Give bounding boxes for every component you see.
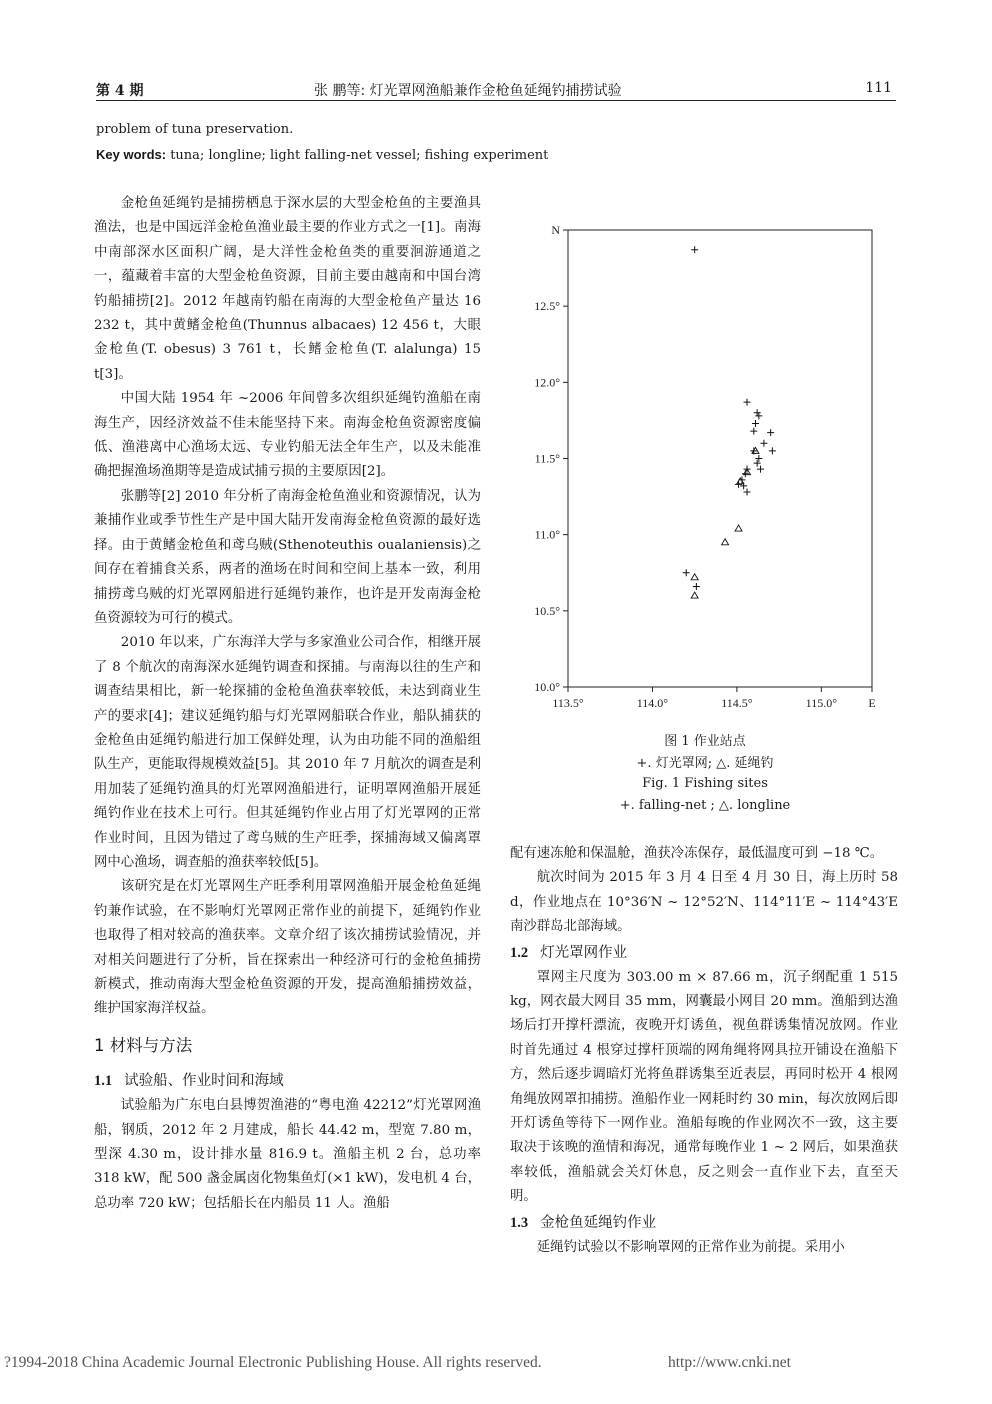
left-column [94,192,481,1216]
longline-site-marker [735,525,742,531]
falling-net-site-marker [752,420,759,427]
falling-net-site-marker [691,246,698,253]
falling-net-site-marker [744,489,751,496]
subsection-heading [510,940,898,966]
falling-net-site-marker [757,466,764,473]
figure-legend-cn: +. 灯光罩网; △. 延绳钓 [636,756,774,771]
longline-site-marker [691,574,698,580]
body-paragraph: 2010 年以来，广东海洋大学与多家渔业公司合作，相继开展了 8 个航次的南海深水延绳钓调查和探捕。与南海以往的生产和调查结果相比，新一轮探捕的金枪鱼渔获率较低，未达到商业生产的要求[4]；建议延绳钓船与灯光罩网船联合作业，船队捕获的金枪鱼由延绳钓船进行加工保鲜处理，认为由功能不同的渔船组队生产，更能取得规模效益[5]。其 2010 年 7 月航次的调查是利用加装了延绳钓渔具的灯光罩网渔船进行，证明罩网渔船开展延绳钓作业在技术上可行。但其延绳钓作业占用了灯光罩网的正常作业时间，且因为错过了鸢乌贼的生产旺季，探捕海域又偏离罩网中心渔场，调查船的渔获率较低[5]。 [94,635,481,870]
subsection-number: 1.2 [510,944,529,961]
falling-net-site-marker [683,569,690,576]
right-column [510,842,898,1260]
y-tick-label: 11.5° [534,451,560,466]
y-tick-label: 12.0° [534,375,560,390]
copyright-notice: ?1994-2018 China Academic Journal Electronic Publishing House. All rights reserved. [4,1354,542,1371]
keywords [96,147,548,163]
running-title: 张 鹏等: 灯光罩网渔船兼作金枪鱼延绳钓捕捞试验 [314,83,622,99]
subsection-title: 金枪鱼延绳钓作业 [540,1214,657,1231]
falling-net-site-marker [693,583,700,590]
longline-site-marker [691,592,698,598]
subsection-title: 试验船、作业时间和海域 [124,1073,284,1090]
y-tick-label: 12.5° [534,299,560,314]
keywords-label: Key words: [96,147,167,162]
figure-caption-en: Fig. 1 Fishing sites [642,776,768,791]
body-paragraph: 配有速冻舱和保温舱，渔获冷冻保存，最低温度可到 −18 ℃。 [510,846,884,861]
falling-net-site-marker [755,412,762,419]
x-tick-label: 114.5° [721,696,753,710]
running-header [96,78,896,101]
falling-net-site-marker [767,429,774,436]
abstract-tail: problem of tuna preservation. [96,122,294,137]
body-paragraph: 该研究是在灯光罩网生产旺季利用罩网渔船开展金枪鱼延绳钓兼作试验，在不影响灯光罩网正常作业的前提下，延绳钓作业也取得了相对较高的渔获率。文章介绍了该次捕捞试验情况，并对相关问题进行了分析，旨在探索出一种经济可行的金枪鱼捕捞新模式，推动南海大型金枪鱼资源的开发，提高渔船捕捞效益，维护国家海洋权益。 [94,879,481,1017]
body-paragraph: 试验船为广东电白县博贺渔港的“粤电渔 42212”灯光罩网渔船，钢质，2012 年 2 月建成，船长 44.42 m，型宽 7.80 m，型深 4.30 m，设计排水量 816.9 t。渔船主机 2 台，总功率 318 kW，配 500 盏金属卤化物集鱼灯(×1 kW)，发电机 4 台，总功率 720 kW；包括船长在内船员 11 人。渔船 [94,1098,481,1211]
y-tick-label: 10.0° [534,680,560,694]
issue-number: 第 4 期 [96,83,144,99]
figure-caption-cn: 图 1 作业站点 [664,734,746,749]
x-tick-label: 113.5° [552,696,584,710]
page-number: 111 [865,80,892,96]
plot-frame [568,230,872,687]
fishing-sites-figure [510,215,900,735]
section-heading: 1 材料与方法 [94,1035,193,1055]
subsection-number: 1.1 [94,1073,113,1090]
body-paragraph: 航次时间为 2015 年 3 月 4 日至 4 月 30 日，海上历时 58 d，作业地点在 10°36′N ~ 12°52′N、114°11′E ~ 114°43′E 南沙群岛北部海域。 [510,870,898,935]
subsection-heading [94,1068,481,1094]
figure-legend-en: +. falling-net ; △. longline [619,798,791,813]
x-tick-label: 115.0° [805,696,838,710]
x-tick-label: 114.0° [636,696,669,710]
body-paragraph: 罩网主尺度为 303.00 m × 87.66 m，沉子纲配重 1 515 kg，网衣最大网目 35 mm，网囊最小网目 20 mm。渔船到达渔场后打开撑杆漂流，夜晚开灯诱鱼，视鱼群诱集情况放网。作业时首先通过 4 根穿过撑杆顶端的网角绳将网具拉开铺设在渔船下方，然后逐步调暗灯光将鱼群诱集至近表层，再同时松开 4 根网角绳放网罩扣捕捞。渔船作业一网耗时约 30 min，每次放网后即开灯诱鱼等待下一网作业。渔船每晚的作业网次不一致，这主要取决于该晚的渔情和海况，通常每晚作业 1 ~ 2 网后，如果渔获率较低，渔船就会关灯休息，反之则会一直作业下去，直至天明。 [510,969,898,1205]
y-tick-label: 11.0° [534,527,560,542]
falling-net-site-marker [769,447,776,454]
subsection-title: 灯光罩网作业 [540,944,628,961]
falling-net-site-marker [754,460,761,467]
falling-net-site-marker [744,399,751,406]
subsection-heading [510,1210,898,1236]
body-paragraph: 延绳钓试验以不影响罩网的正常作业为前提。采用小 [536,1239,845,1255]
x-axis-end-label: E [868,696,876,710]
body-paragraph: 中国大陆 1954 年 ~2006 年间曾多次组织延绳钓渔船在南海生产，因经济效益不佳未能坚持下来。南海金枪鱼资源密度偏低、渔港离中心渔场太远、专业钓船无法全年生产，以及未能准确把握渔场渔期等是造成试捕亏损的主要原因[2]。 [94,391,481,480]
subsection-number: 1.3 [510,1214,529,1231]
longline-site-marker [737,478,744,484]
body-paragraph: 张鹏等[2] 2010 年分析了南海金枪鱼渔业和资源情况，认为兼捕作业或季节性生产是中国大陆开发南海金枪鱼资源的最好选择。由于黄鳍金枪鱼和鸢乌贼(Sthenoteuthis oualaniensis)之间存在着捕食关系，两者的渔场在时间和空间上基本一致，利用捕捞鸢乌贼的灯光罩网船进行延绳钓兼作，也许是开发南海金枪鱼资源较为可行的模式。 [94,488,481,626]
longline-site-marker [722,539,729,545]
falling-net-site-marker [760,440,767,447]
y-axis-end-label: N [551,223,560,237]
falling-net-site-marker [754,409,761,416]
falling-net-site-marker [750,428,757,435]
keywords-text: tuna; longline; light falling-net vessel; fishing experiment [166,148,549,163]
body-paragraph: 金枪鱼延绳钓是捕捞栖息于深水层的大型金枪鱼的主要渔具渔法，也是中国远洋金枪鱼渔业最主要的作业方式之一[1]。南海中南部深水区面积广阔，是大洋性金枪鱼类的重要洄游通道之一，蕴藏着丰富的大型金枪鱼资源，目前主要由越南和中国台湾钓船捕捞[2]。2012 年越南钓船在南海的大型金枪鱼产量达 16 232 t，其中黄鳍金枪鱼(Thunnus albacaes) 12 456 t，大眼金枪鱼(T. obesus) 3 761 t，长鳍金枪鱼(T. alalunga) 15 t[3]。 [94,196,481,382]
falling-net-site-marker [735,481,742,488]
footer-url: http://www.cnki.net [668,1354,791,1371]
falling-net-site-marker [755,455,762,462]
y-tick-label: 10.5° [534,603,560,618]
